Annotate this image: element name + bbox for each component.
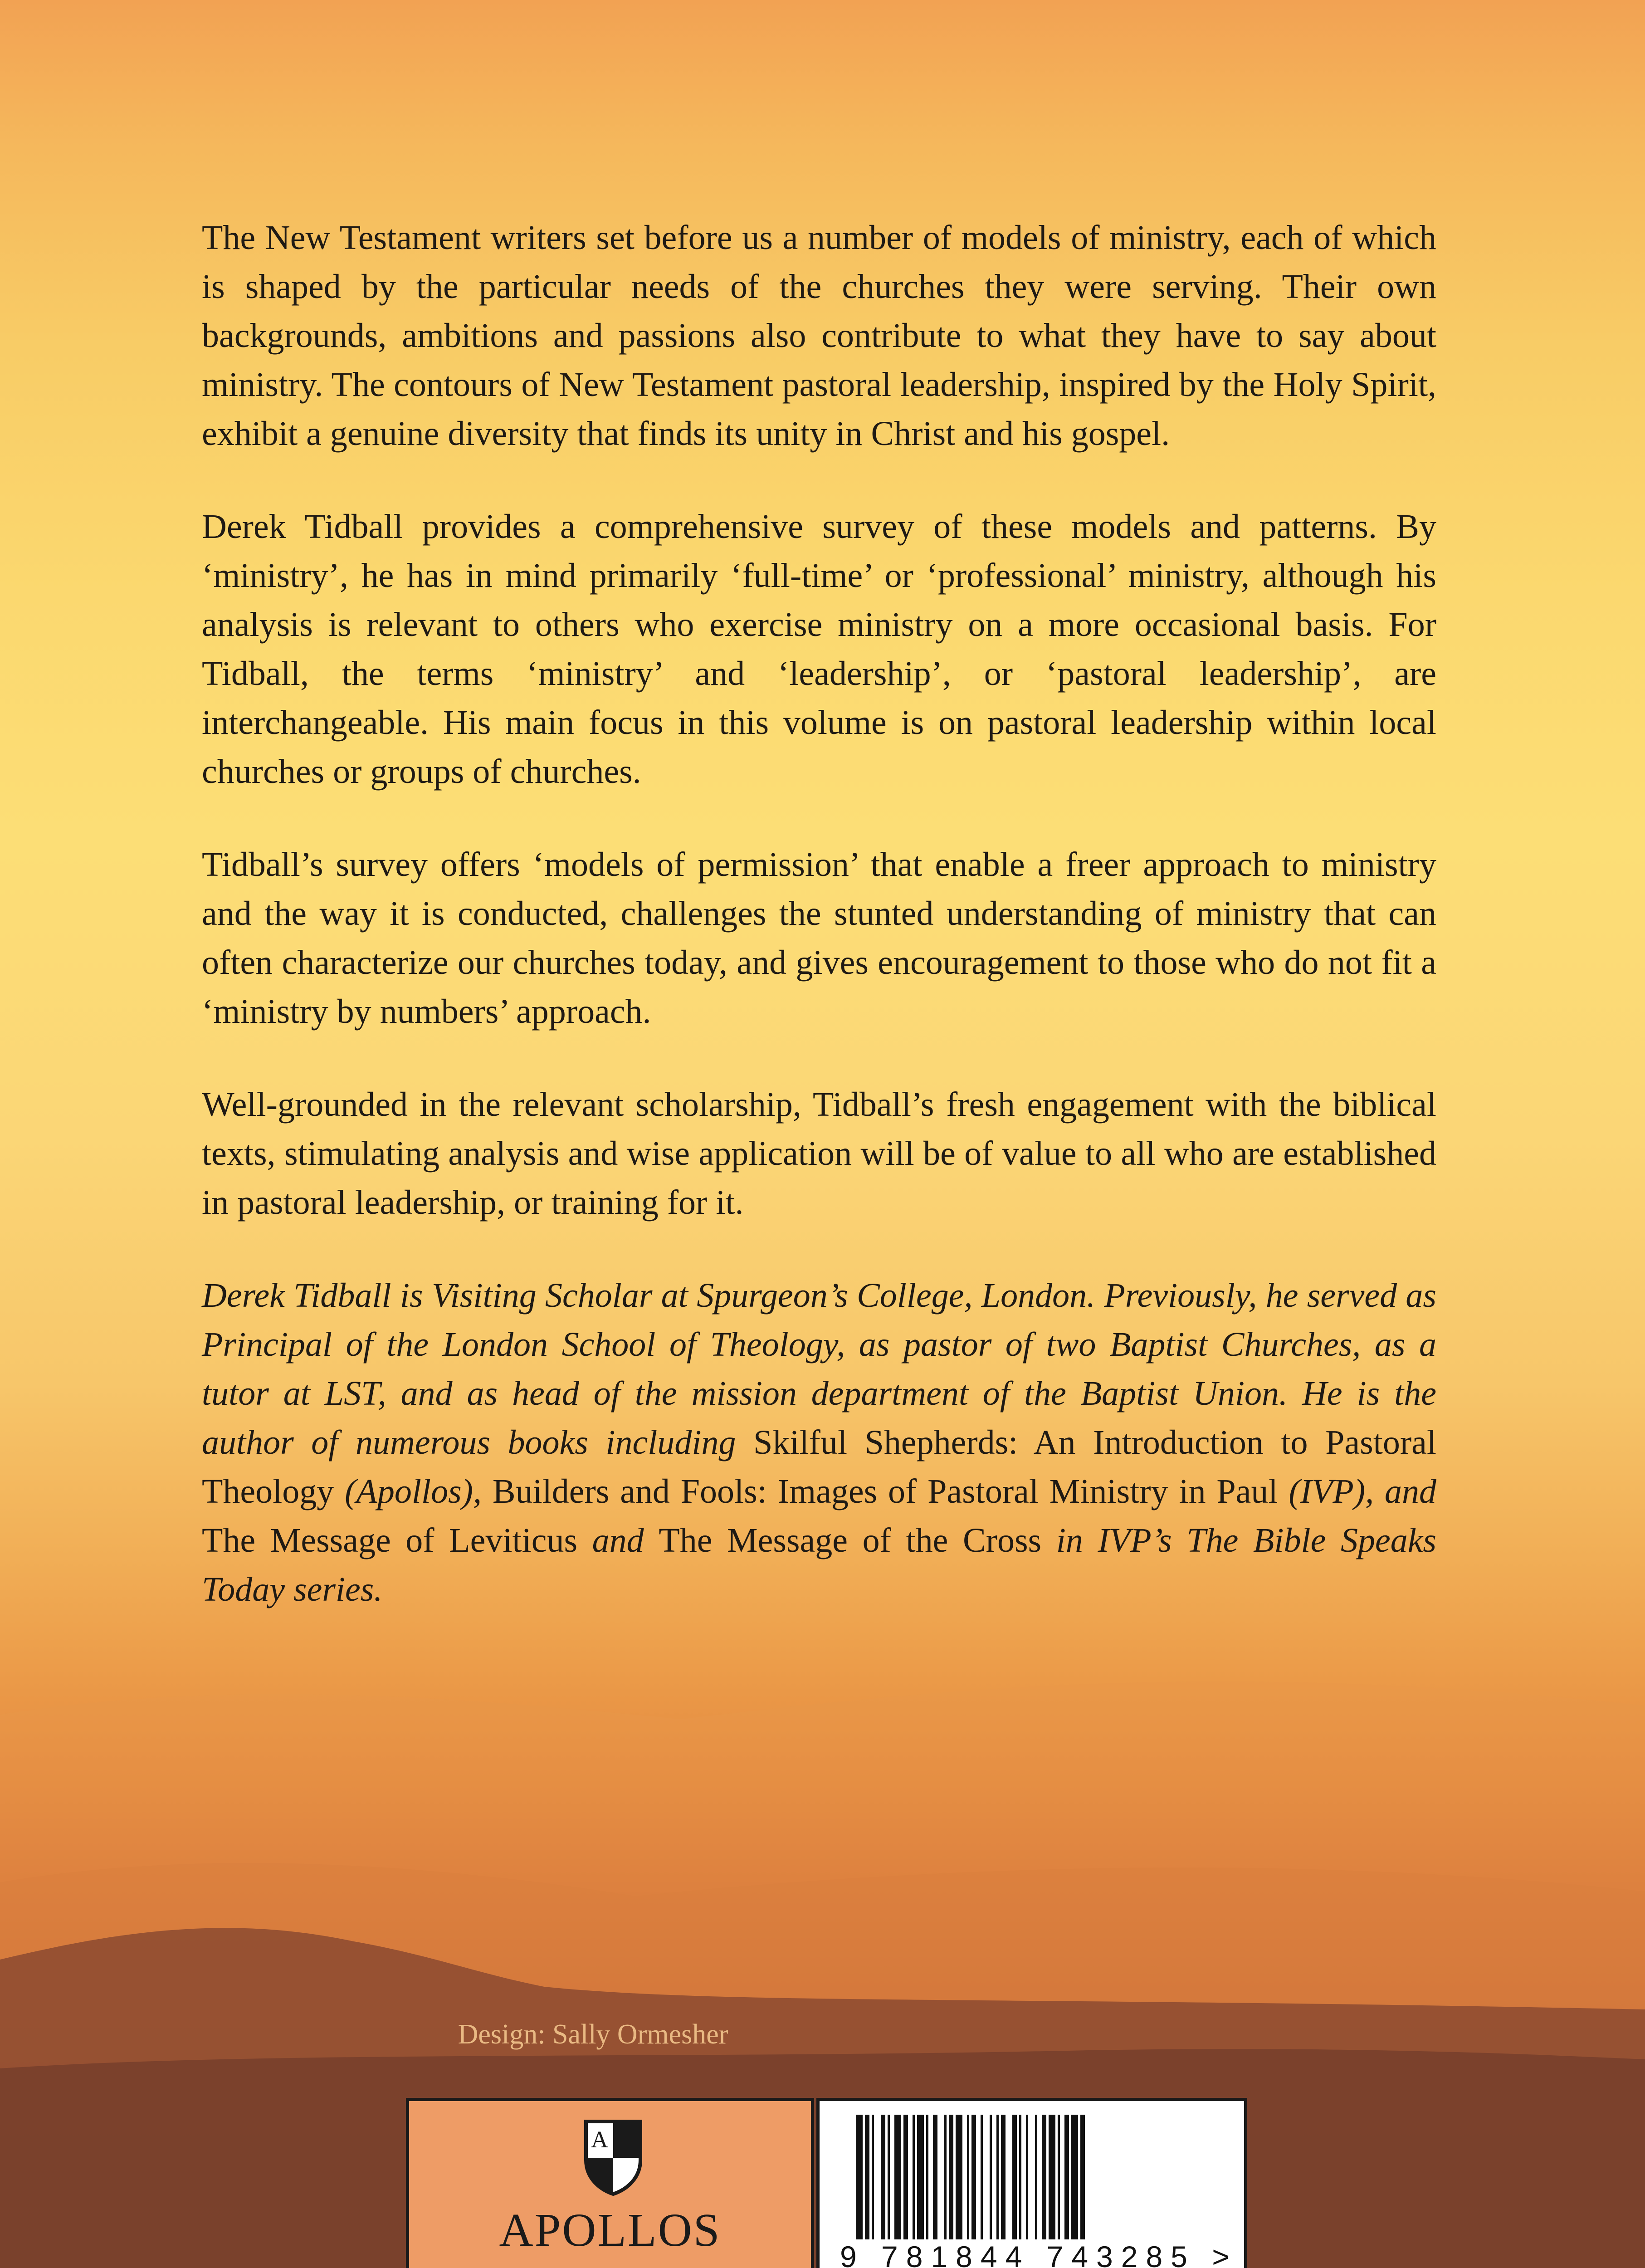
- author-bio: [202, 1271, 1436, 1614]
- publisher-name: APOLLOS: [499, 2204, 721, 2256]
- author-bio-text: Derek Tidball is Visiting Scholar at Spurgeon’s College, London. Previously, he served as Principal of the London School of Theology, as pastor of two Baptist Churches, as a tutor at LST, and as head of the mission department of the Baptist Union. He is the author of numerous books including: [202, 1276, 1436, 1461]
- book-title: The Message of Leviticus: [202, 1521, 578, 1559]
- book-title: The Message of the Cross: [659, 1521, 1042, 1559]
- barcode-digits: 9 781844 743285 >: [840, 2239, 1238, 2268]
- publisher-box: [406, 2098, 814, 2268]
- author-bio-text: (IVP), and: [1278, 1472, 1436, 1510]
- blurb-paragraph-3: Tidball’s survey offers ‘models of permission’ that enable a freer approach to ministry and the way it is conducted, challenges the stunted understanding of ministry that can often characterize our churches today, and gives encouragement to those who do not fit a ‘ministry by numbers’ approach.: [202, 846, 1436, 1031]
- book-title: Builders and Fools: Images of Pastoral Ministry in Paul: [492, 1472, 1278, 1510]
- author-bio-text: in IVP’s The Bible Speaks Today series.: [202, 1521, 1437, 1608]
- blurb-paragraph-4: Well-grounded in the relevant scholarship, Tidball’s fresh engagement with the biblical texts, stimulating analysis and wise application will be of value to all who are established in pastoral leadership, or training for it.: [202, 1085, 1436, 1222]
- back-cover-blurb: [202, 213, 1436, 1658]
- blurb-paragraph-2: Derek Tidball provides a comprehensive survey of these models and patterns. By ‘ministry’, he has in mind primarily ‘full-time’ or ‘professional’ ministry, although his analysis is relevant to others who exercise ministry on a more occasional basis. For Tidball, the terms ‘ministry’ and ‘leadership’, or ‘pastoral leadership’, are interchangeable. His main focus in this volume is on pastoral leadership within local churches or groups of churches.: [202, 508, 1436, 791]
- author-bio-text: (Apollos),: [334, 1472, 493, 1510]
- barcode-icon: [847, 2115, 1223, 2251]
- design-credit: Design: Sally Ormesher: [458, 2019, 728, 2050]
- barcode-box: [816, 2098, 1247, 2268]
- book-title: Skilful Shepherds: An Introduction to Pastoral Theology: [202, 1423, 1436, 1510]
- shield-letter: A: [591, 2127, 608, 2153]
- blurb-paragraph-1: The New Testament writers set before us a number of models of ministry, each of which is shaped by the particular needs of the churches they were serving. Their own backgrounds, ambitions and passions also contribute to what they have to say about ministry. The contours of New Testament pastoral leadership, inspired by the Holy Spirit, exhibit a genuine diversity that finds its unity in Christ and his gospel.: [202, 219, 1436, 453]
- apollos-shield-icon: [584, 2119, 643, 2196]
- author-bio-text: and: [577, 1521, 659, 1559]
